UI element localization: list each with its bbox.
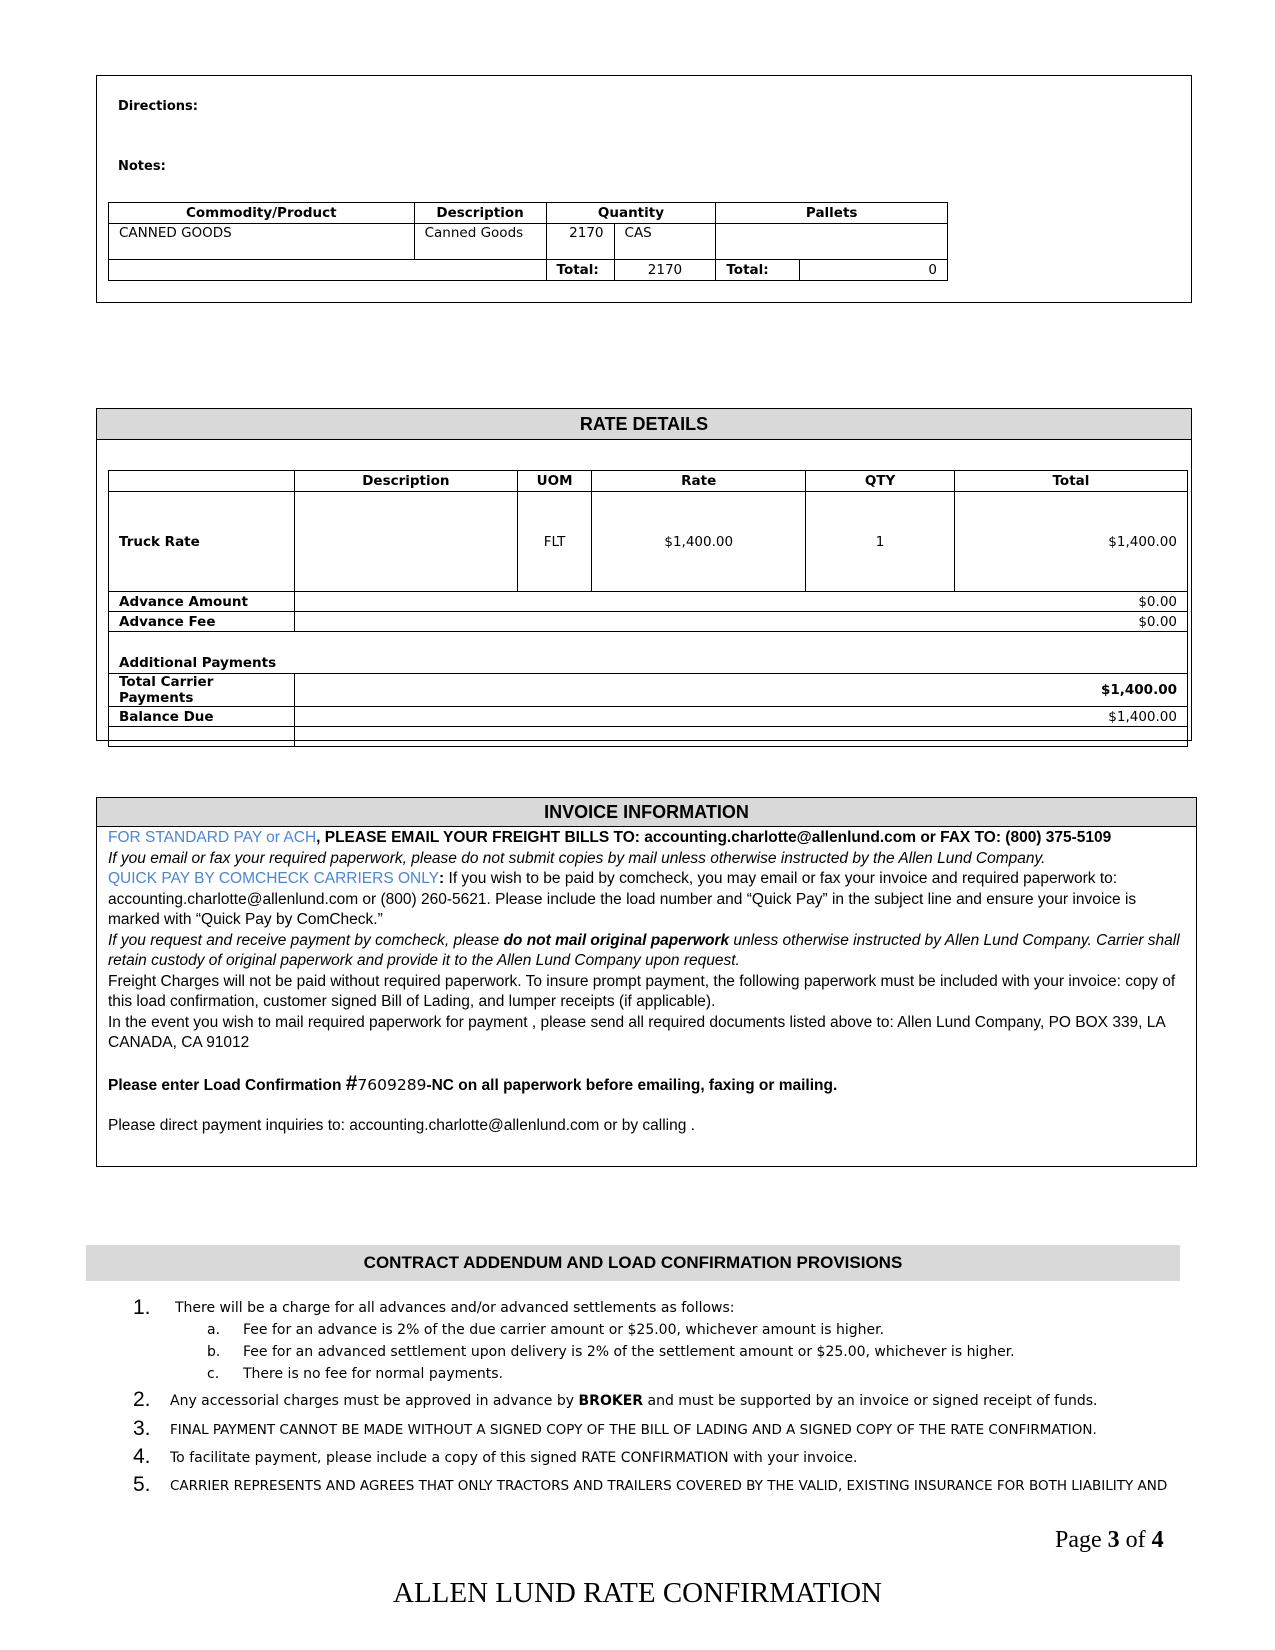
table-row xyxy=(109,224,948,260)
quick-pay-text: If you wish to be paid by comcheck, you may email or fax your invoice and required paperwork to: accounting.charlotte@allenlund.com or (800) 260-5621. Please include the load number and “Quick Pay” in the subject line and ensure your invoice is marked with “Quick Pay by ComCheck.” xyxy=(108,870,1137,928)
truck-rate-label: Truck Rate xyxy=(109,492,295,592)
description-cell: Canned Goods xyxy=(414,224,546,260)
header-rate: Rate xyxy=(592,471,806,492)
advance-amount-value: $0.00 xyxy=(294,592,1187,612)
page-number xyxy=(1055,1527,1164,1554)
header-total: Total xyxy=(954,471,1187,492)
total-carrier-payments-label: Total Carrier Payments xyxy=(109,674,295,707)
freight-charges-paragraph: Freight Charges will not be paid without required paperwork. To insure prompt payment, the following paperwork must be included with your invoice: copy of this load confirmation, customer signed Bill of Lading, and lumper receipts (if applicable). xyxy=(108,972,1176,1010)
rate-details-title: RATE DETAILS xyxy=(97,409,1191,440)
total-carrier-payments-row xyxy=(109,674,1188,707)
header-blank xyxy=(109,471,295,492)
balance-due-row xyxy=(109,707,1188,727)
empty-cell xyxy=(109,727,295,747)
contract-item-4: To facilitate payment, please include a copy of this signed RATE CONFIRMATION with your invoice. xyxy=(170,1450,858,1466)
item-2-start: Any accessorial charges must be approved in advance by xyxy=(170,1393,579,1409)
truck-rate-description xyxy=(294,492,517,592)
advance-fee-row xyxy=(109,612,1188,632)
load-confirmation-paragraph xyxy=(108,1071,1183,1097)
totals-spacer xyxy=(109,260,547,281)
payment-inquiries: Please direct payment inquiries to: accounting.charlotte@allenlund.com or by calling . xyxy=(108,1117,695,1134)
rate-header-row xyxy=(109,471,1188,492)
quick-pay-label: QUICK PAY BY COMCHECK CARRIERS ONLY xyxy=(108,870,440,887)
page-of: of xyxy=(1119,1527,1152,1553)
balance-due-label: Balance Due xyxy=(109,707,295,727)
item-number: 3. xyxy=(133,1417,151,1440)
comcheck-note-bold: do not mail original paperwork xyxy=(503,931,730,949)
comcheck-note-end: unless otherwise instructed by Allen Lund Company. Carrier shall retain custody of original paperwork and provide it to the Allen Lund Company upon request. xyxy=(108,931,1180,969)
empty-cell xyxy=(294,727,1187,747)
empty-row xyxy=(109,727,1188,747)
contract-item-1: There will be a charge for all advances and/or advanced settlements as follows: xyxy=(175,1300,735,1316)
balance-due-value: $1,400.00 xyxy=(294,707,1187,727)
item-number: 4. xyxy=(133,1445,151,1468)
load-conf-hash: # xyxy=(345,1071,358,1095)
commodity-table xyxy=(108,202,948,281)
quantity-cell: 2170 xyxy=(546,224,614,260)
mail-note: If you email or fax your required paperwork, please do not submit copies by mail unless otherwise instructed by the Allen Lund Company. xyxy=(108,849,1046,867)
advance-amount-row xyxy=(109,592,1188,612)
page-total: 4 xyxy=(1151,1527,1164,1553)
item-number: 5. xyxy=(133,1473,151,1496)
invoice-title: INVOICE INFORMATION xyxy=(97,798,1196,827)
footer-title: ALLEN LUND RATE CONFIRMATION xyxy=(393,1577,882,1609)
pallets-cell xyxy=(716,224,948,260)
sub-item-letter: b. xyxy=(207,1344,221,1360)
sub-item-b: Fee for an advanced settlement upon delivery is 2% of the settlement amount or $25.00, whichever is higher. xyxy=(243,1344,1015,1360)
page-prefix: Page xyxy=(1055,1527,1108,1553)
item-number: 1. xyxy=(133,1296,151,1319)
header-uom: UOM xyxy=(517,471,591,492)
unit-cell: CAS xyxy=(614,224,716,260)
additional-payments-row xyxy=(109,632,1188,674)
page-current: 3 xyxy=(1107,1527,1120,1553)
quantity-total-label: Total: xyxy=(546,260,614,281)
contract-title: CONTRACT ADDENDUM AND LOAD CONFIRMATION PROVISIONS xyxy=(86,1245,1180,1281)
notes-label: Notes: xyxy=(118,159,166,174)
invoice-body xyxy=(108,828,1183,1137)
truck-rate-rate: $1,400.00 xyxy=(592,492,806,592)
total-carrier-payments-value: $1,400.00 xyxy=(294,674,1187,707)
totals-row xyxy=(109,260,948,281)
contract-item-3: FINAL PAYMENT CANNOT BE MADE WITHOUT A SIGNED COPY OF THE BILL OF LADING AND A SIGNED COPY OF THE RATE CONFIRMATION. xyxy=(170,1422,1097,1438)
sub-item-letter: a. xyxy=(207,1322,221,1338)
advance-fee-label: Advance Fee xyxy=(109,612,295,632)
rate-table xyxy=(108,470,1188,747)
truck-rate-uom: FLT xyxy=(517,492,591,592)
shipment-section xyxy=(96,75,1192,303)
load-conf-number: 7609289 xyxy=(357,1075,427,1094)
header-quantity: Quantity xyxy=(546,203,716,224)
sub-item-a: Fee for an advance is 2% of the due carrier amount or $25.00, whichever amount is higher. xyxy=(243,1322,885,1338)
pallets-total-label: Total: xyxy=(716,260,800,281)
rate-details-section xyxy=(96,408,1192,741)
advance-fee-value: $0.00 xyxy=(294,612,1187,632)
load-conf-end: -NC on all paperwork before emailing, faxing or mailing. xyxy=(426,1076,838,1094)
quantity-total-value: 2170 xyxy=(614,260,716,281)
comcheck-note-start: If you request and receive payment by comcheck, please xyxy=(108,931,504,949)
standard-pay-text: , PLEASE EMAIL YOUR FREIGHT BILLS TO: accounting.charlotte@allenlund.com or FAX TO: (800) 375-5109 xyxy=(316,829,1112,846)
directions-label: Directions: xyxy=(118,99,198,114)
load-conf-start: Please enter Load Confirmation xyxy=(108,1076,346,1094)
item-2-bold: BROKER xyxy=(578,1393,644,1409)
invoice-section xyxy=(96,797,1197,1167)
comcheck-note xyxy=(108,931,1183,972)
contract-item-2 xyxy=(170,1393,1097,1409)
additional-payments-label: Additional Payments xyxy=(109,632,1188,674)
truck-rate-qty: 1 xyxy=(806,492,955,592)
truck-rate-row xyxy=(109,492,1188,592)
commodity-cell: CANNED GOODS xyxy=(109,224,415,260)
standard-pay-paragraph xyxy=(108,828,1183,849)
quick-pay-colon: : xyxy=(439,870,445,887)
header-description: Description xyxy=(414,203,546,224)
header-qty: QTY xyxy=(806,471,955,492)
header-pallets: Pallets xyxy=(716,203,948,224)
standard-pay-label: FOR STANDARD PAY or ACH xyxy=(108,829,317,846)
quick-pay-paragraph xyxy=(108,869,1183,931)
mail-address-paragraph: In the event you wish to mail required paperwork for payment , please send all required documents listed above to: Allen Lund Company, PO BOX 339, LA CANADA, CA 91012 xyxy=(108,1013,1165,1051)
item-2-end: and must be supported by an invoice or signed receipt of funds. xyxy=(643,1393,1098,1409)
sub-item-c: There is no fee for normal payments. xyxy=(243,1366,503,1382)
sub-item-letter: c. xyxy=(207,1366,220,1382)
contract-item-5: CARRIER REPRESENTS AND AGREES THAT ONLY TRACTORS AND TRAILERS COVERED BY THE VALID, EXISTING INSURANCE FOR BOTH LIABILITY AND xyxy=(170,1478,1168,1494)
header-description: Description xyxy=(294,471,517,492)
pallets-total-value: 0 xyxy=(800,260,948,281)
commodity-header-row xyxy=(109,203,948,224)
item-number: 2. xyxy=(133,1388,151,1411)
header-commodity: Commodity/Product xyxy=(109,203,415,224)
advance-amount-label: Advance Amount xyxy=(109,592,295,612)
truck-rate-total: $1,400.00 xyxy=(954,492,1187,592)
